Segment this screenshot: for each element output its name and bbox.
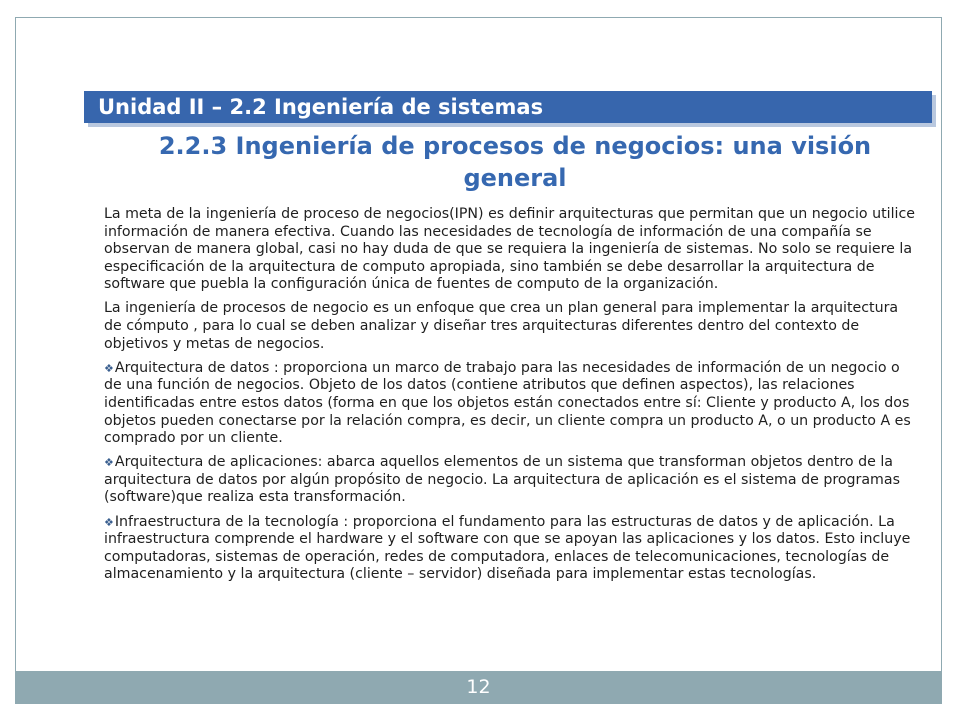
bullet-text-technology-infrastructure: Infraestructura de la tecnología : proporciona el fundamento para las estructuras de datos y de aplicación. La infraestructura comprende el hardware y el software con que se apoyan las aplicaciones y los datos. Esto incluye computadoras, sistemas de operación, redes de computadora, enlaces de telecomunicaciones, tecnologías de almacenamiento y la arquitectura (cliente – servidor) diseñada para implementar estas tecnologías. xyxy=(104,513,911,583)
header-banner xyxy=(84,91,932,123)
bullet-item xyxy=(104,360,920,448)
paragraph-intro: La meta de la ingeniería de proceso de negocios(IPN) es definir arquitecturas que permitan que un negocio utilice información de manera efectiva. Cuando las necesidades de tecnología de información de una compañía se observan de manera global, casi no hay duda de que se requiera la ingeniería de sistemas. No solo se requiere la especificación de la arquitectura de computo apropiada, sino también se debe desarrollar la arquitectura de software que puebla la configuración única de fuentes de computo de la organización. xyxy=(104,206,916,293)
page-number: 12 xyxy=(466,676,491,698)
slide-subtitle: 2.2.3 Ingeniería de procesos de negocios: una visión general xyxy=(158,132,872,192)
paragraph-approach: La ingeniería de procesos de negocio es un enfoque que crea un plan general para implementar la arquitectura de cómputo , para lo cual se deben analizar y diseñar tres arquitecturas diferentes dentro del contexto de objetivos y metas de negocios. xyxy=(104,300,899,352)
bullet-text-application-architecture: Arquitectura de aplicaciones: abarca aquellos elementos de un sistema que transforman objetos dentro de la arquitectura de datos por algún propósito de negocio. La arquitectura de aplicación es el sistema de programas (software)que realiza esta transformación. xyxy=(104,454,900,506)
footer-bar xyxy=(15,671,942,704)
header-title: Unidad II – 2.2 Ingeniería de sistemas xyxy=(98,95,544,119)
bullet-item xyxy=(104,454,920,507)
diamond-bullet-icon: ❖ xyxy=(104,361,114,375)
diamond-bullet-icon: ❖ xyxy=(104,515,114,529)
bullet-text-data-architecture: Arquitectura de datos : proporciona un marco de trabajo para las necesidades de información de un negocio o de una función de negocios. Objeto de los datos (contiene atributos que definen aspectos), las relaciones identificadas entre estos datos (forma en que los objetos están conectados entre sí: Cliente y producto A, los dos objetos pueden conectarse por la relación compra, es decir, un cliente compra un producto A, o un producto A es comprado por un cliente. xyxy=(104,359,911,447)
bullet-item xyxy=(104,514,920,584)
slide-body xyxy=(104,206,920,590)
diamond-bullet-icon: ❖ xyxy=(104,456,114,470)
